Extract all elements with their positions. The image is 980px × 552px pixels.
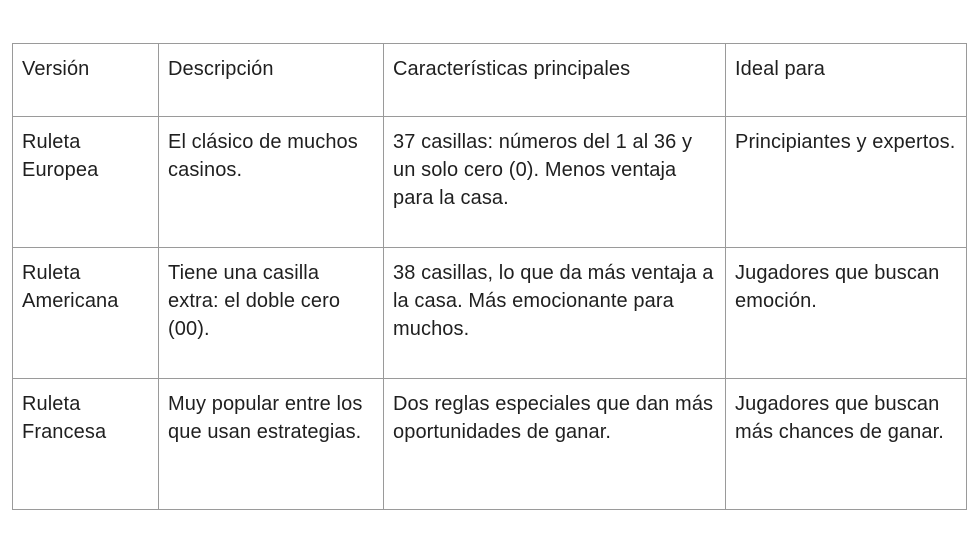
cell-version: Ruleta Europea: [13, 117, 159, 248]
cell-features: Dos reglas especiales que dan más oportunidades de ganar.: [384, 379, 726, 510]
cell-version: Ruleta Francesa: [13, 379, 159, 510]
table-header-row: [13, 44, 967, 117]
cell-description: Tiene una casilla extra: el doble cero (00).: [159, 248, 384, 379]
cell-version: Ruleta Americana: [13, 248, 159, 379]
cell-description: Muy popular entre los que usan estrategias.: [159, 379, 384, 510]
header-features: Características principales: [384, 44, 726, 117]
header-description: Descripción: [159, 44, 384, 117]
table-row: [13, 117, 967, 248]
cell-description: El clásico de muchos casinos.: [159, 117, 384, 248]
cell-ideal-for: Jugadores que buscan más chances de ganar.: [726, 379, 967, 510]
cell-features: 37 casillas: números del 1 al 36 y un solo cero (0). Menos ventaja para la casa.: [384, 117, 726, 248]
table-row: [13, 248, 967, 379]
cell-features: 38 casillas, lo que da más ventaja a la casa. Más emocionante para muchos.: [384, 248, 726, 379]
cell-ideal-for: Jugadores que buscan emoción.: [726, 248, 967, 379]
table-row: [13, 379, 967, 510]
header-version: Versión: [13, 44, 159, 117]
roulette-versions-table: [12, 43, 967, 510]
header-ideal-for: Ideal para: [726, 44, 967, 117]
cell-ideal-for: Principiantes y expertos.: [726, 117, 967, 248]
